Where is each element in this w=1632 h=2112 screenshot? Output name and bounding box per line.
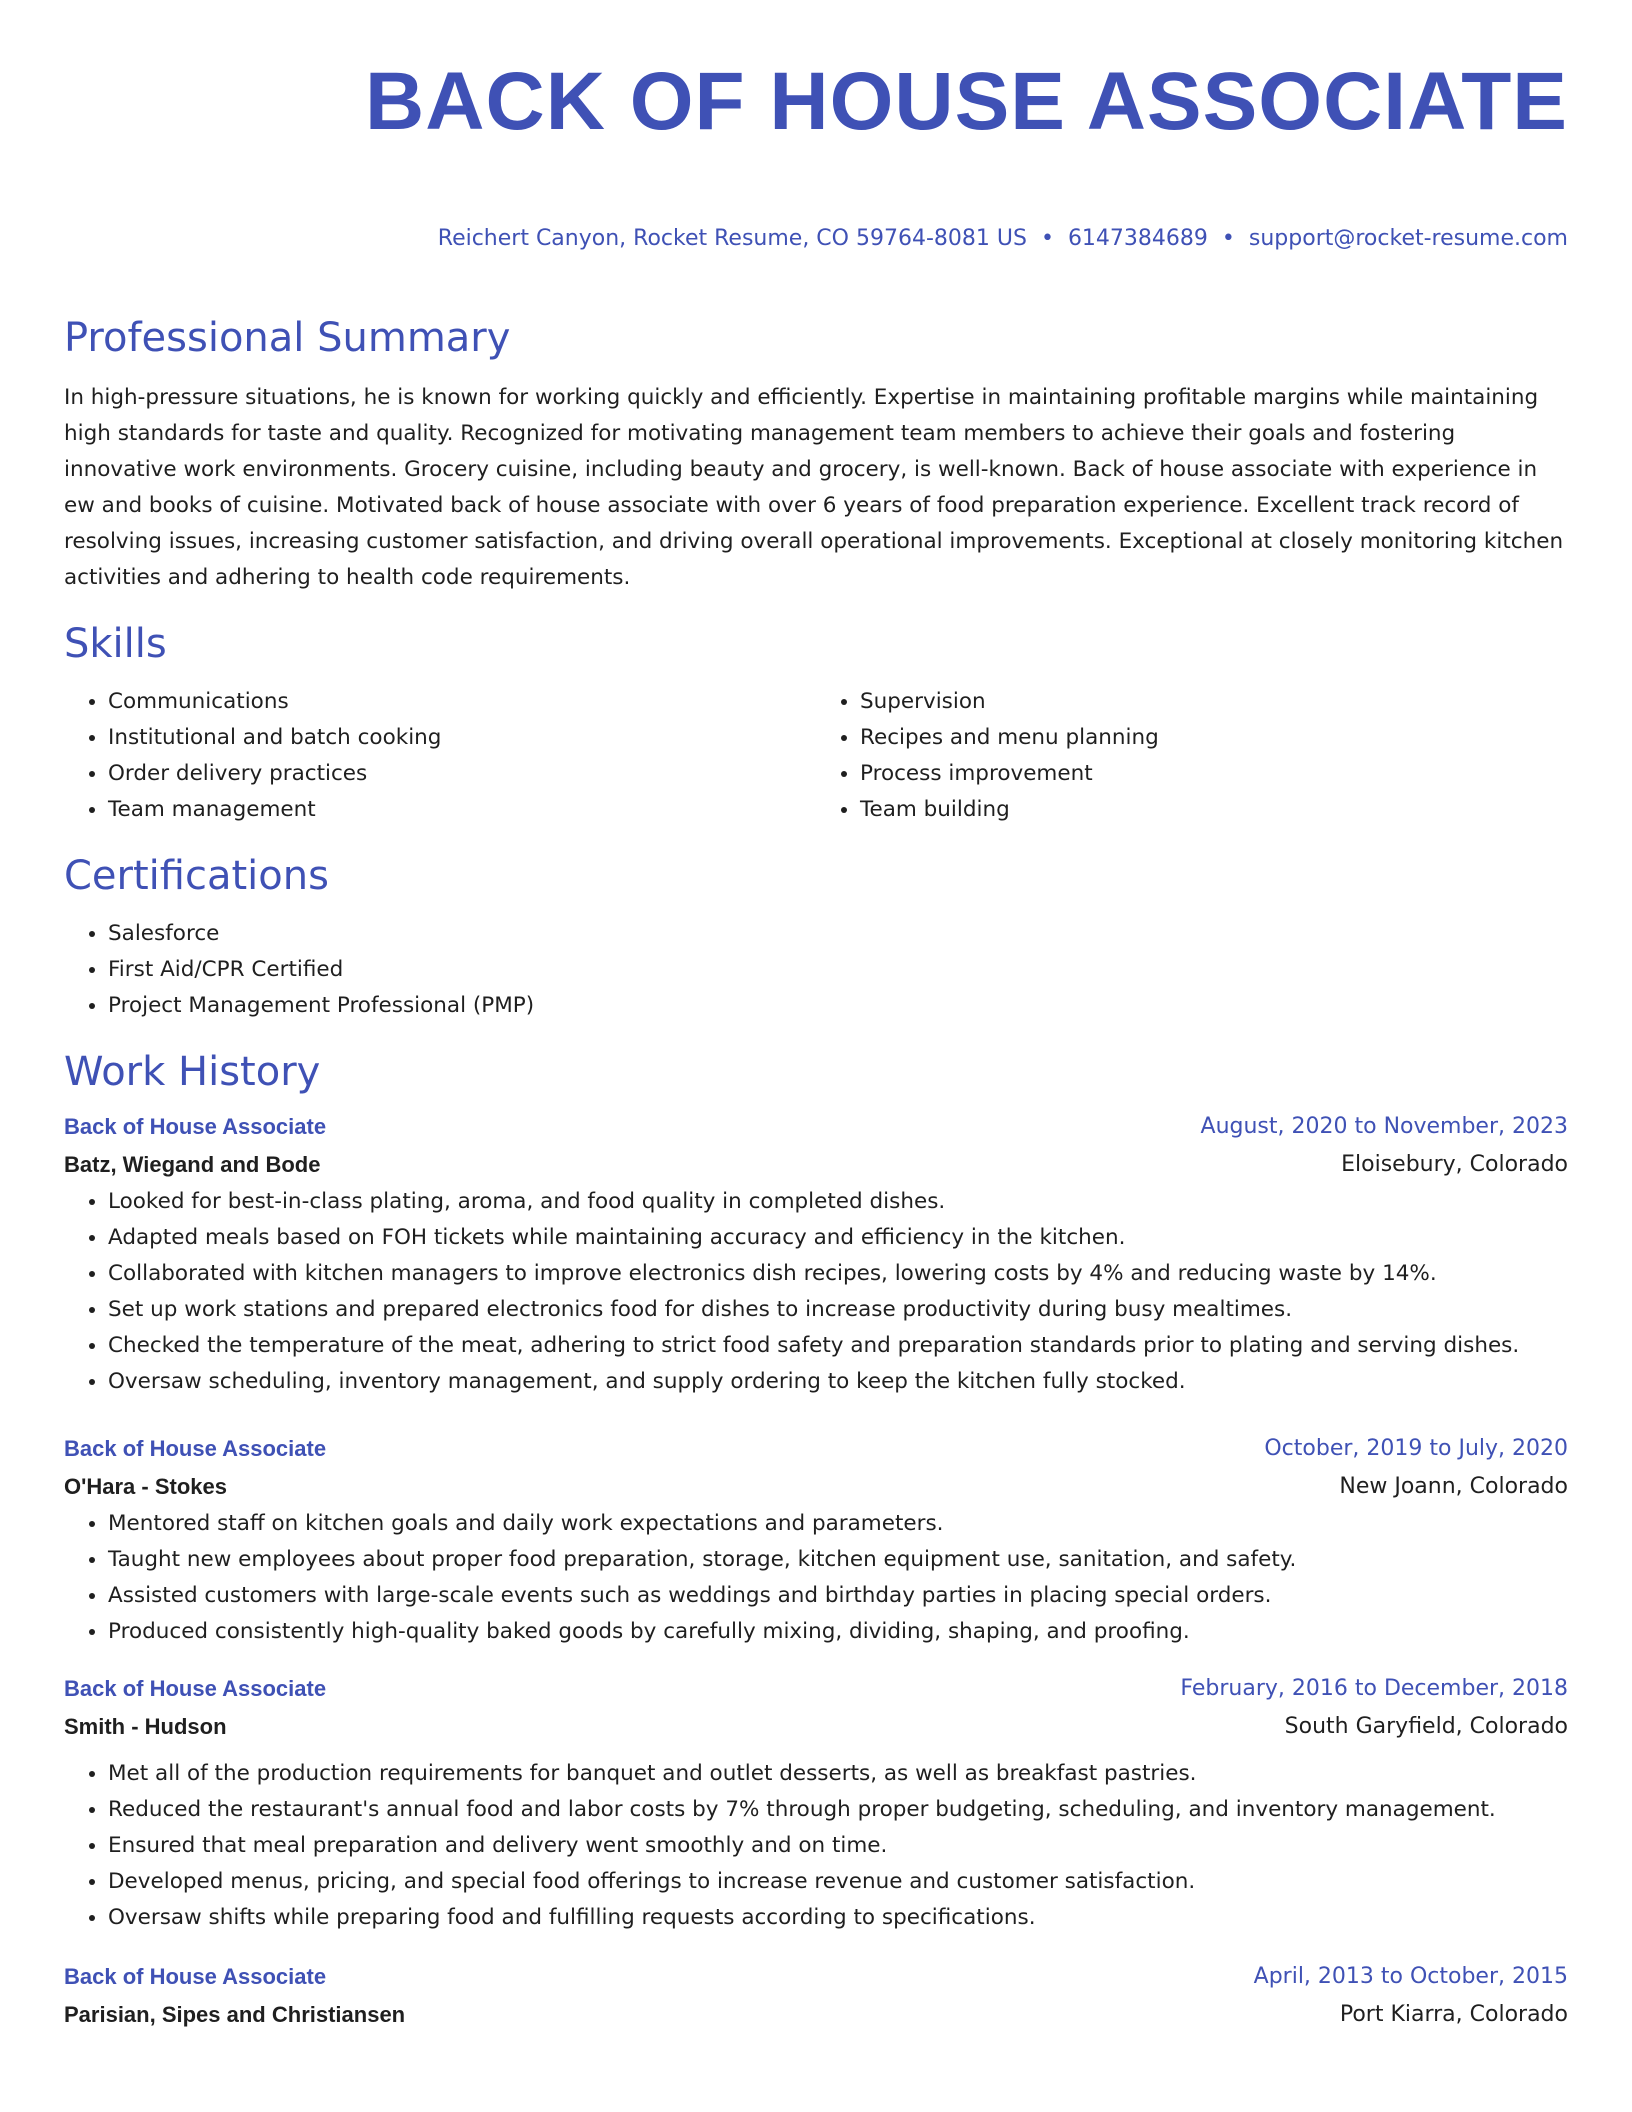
job-bullets xyxy=(64,1506,1568,1650)
contact-line xyxy=(64,224,1568,254)
job-bullets xyxy=(64,1184,1568,1400)
job-bullet: • Checked the temperature of the meat, adhering to strict food safety and preparation standards prior to plating and serving dishes. xyxy=(108,1328,1568,1364)
job-bullet: • Reduced the restaurant's annual food and labor costs by 7% through proper budgeting, scheduling, and inventory management. xyxy=(108,1792,1568,1828)
skill-item: • Supervision xyxy=(860,684,1568,720)
job-subheader xyxy=(64,1146,1568,1184)
contact-address: Reichert Canyon, Rocket Resume, CO 59764-8081 US xyxy=(437,226,1027,251)
job-entry xyxy=(64,1108,1568,1400)
skill-item: • Order delivery practices xyxy=(108,756,816,792)
job-subheader xyxy=(64,1708,1568,1746)
job-header xyxy=(64,1958,1568,1996)
candidate-name: BACK OF HOUSE ASSOCIATE xyxy=(365,56,1568,147)
job-dates: August, 2020 to November, 2023 xyxy=(1200,1114,1568,1139)
job-bullet: • Set up work stations and prepared electronics food for dishes to increase productivity during busy mealtimes. xyxy=(108,1292,1568,1328)
skills-columns xyxy=(64,684,1568,828)
skills-section xyxy=(64,618,1568,828)
work-history-title: Work History xyxy=(64,1049,321,1095)
skill-item: • Team building xyxy=(860,792,1568,828)
job-bullet: • Mentored staff on kitchen goals and daily work expectations and parameters. xyxy=(108,1506,1568,1542)
job-bullet: • Assisted customers with large-scale events such as weddings and birthday parties in placing special orders. xyxy=(108,1578,1568,1614)
resume-header xyxy=(64,52,1568,282)
certification-item: • Salesforce xyxy=(108,916,1568,952)
job-location: New Joann, Colorado xyxy=(1339,1474,1568,1499)
job-subheader xyxy=(64,1468,1568,1506)
job-bullet: • Taught new employees about proper food preparation, storage, kitchen equipment use, sanitation, and safety. xyxy=(108,1542,1568,1578)
job-subheader xyxy=(64,1996,1568,2034)
job-bullet: • Developed menus, pricing, and special food offerings to increase revenue and customer satisfaction. xyxy=(108,1864,1568,1900)
job-title: Back of House Associate xyxy=(64,1964,327,1989)
contact-separator: • xyxy=(1040,226,1054,251)
job-bullets xyxy=(64,1756,1568,1936)
job-entry xyxy=(64,1430,1568,1650)
skill-item: • Recipes and menu planning xyxy=(860,720,1568,756)
job-bullet: • Collaborated with kitchen managers to improve electronics dish recipes, lowering costs by 4% and reducing waste by 14%. xyxy=(108,1256,1568,1292)
job-header xyxy=(64,1670,1568,1708)
job-bullet: • Ensured that meal preparation and delivery went smoothly and on time. xyxy=(108,1828,1568,1864)
certifications-list xyxy=(64,916,1568,1024)
job-dates: October, 2019 to July, 2020 xyxy=(1264,1436,1568,1461)
contact-phone: 6147384689 xyxy=(1067,226,1208,251)
skills-list-right xyxy=(816,684,1568,828)
job-dates: April, 2013 to October, 2015 xyxy=(1253,1964,1568,1989)
summary-section xyxy=(64,312,1568,596)
skill-item: • Process improvement xyxy=(860,756,1568,792)
job-company: Parisian, Sipes and Christiansen xyxy=(64,2002,406,2027)
job-company: Smith - Hudson xyxy=(64,1714,227,1739)
job-location: South Garyfield, Colorado xyxy=(1284,1714,1568,1739)
job-location: Eloisebury, Colorado xyxy=(1341,1152,1568,1177)
job-bullet: • Oversaw shifts while preparing food and fulfilling requests according to specifications. xyxy=(108,1900,1568,1936)
job-header xyxy=(64,1108,1568,1146)
job-bullet: • Produced consistently high-quality baked goods by carefully mixing, dividing, shaping, and proofing. xyxy=(108,1614,1568,1650)
skill-item: • Communications xyxy=(108,684,816,720)
job-entry xyxy=(64,1670,1568,1936)
job-dates: February, 2016 to December, 2018 xyxy=(1180,1676,1568,1701)
job-title: Back of House Associate xyxy=(64,1436,327,1461)
job-company: O'Hara - Stokes xyxy=(64,1474,227,1499)
contact-separator: • xyxy=(1221,226,1235,251)
skill-item: • Team management xyxy=(108,792,816,828)
job-header xyxy=(64,1430,1568,1468)
skills-list-left xyxy=(64,684,816,828)
job-entry xyxy=(64,1958,1568,2034)
job-location: Port Kiarra, Colorado xyxy=(1339,2002,1568,2027)
certifications-title: Certifications xyxy=(64,853,329,899)
summary-text: In high-pressure situations, he is known for working quickly and efficiently. Expertise in maintaining profitable margins while maintaining high standards for taste and quality. Recognized for motivating management team members to achieve their goals and fostering innovative work environments. Grocery cuisine, including beauty and grocery, is well-known. Back of house associate with experience in ew and books of cuisine. Motivated back of house associate with over 6 years of food preparation experience. Excellent track record of resolving issues, increasing customer satisfaction, and driving overall operational improvements. Exceptional at closely monitoring kitchen activities and adhering to health code requirements. xyxy=(64,385,1564,590)
certification-item: • Project Management Professional (PMP) xyxy=(108,988,1568,1024)
job-company: Batz, Wiegand and Bode xyxy=(64,1152,321,1177)
job-title: Back of House Associate xyxy=(64,1676,327,1701)
contact-email: support@rocket-resume.com xyxy=(1248,226,1568,251)
summary-title: Professional Summary xyxy=(64,315,511,361)
job-title: Back of House Associate xyxy=(64,1114,327,1139)
job-bullet: • Oversaw scheduling, inventory management, and supply ordering to keep the kitchen fully stocked. xyxy=(108,1364,1568,1400)
job-bullet: • Adapted meals based on FOH tickets while maintaining accuracy and efficiency in the kitchen. xyxy=(108,1220,1568,1256)
certification-item: • First Aid/CPR Certified xyxy=(108,952,1568,988)
certifications-section xyxy=(64,850,1568,1024)
skills-title: Skills xyxy=(64,621,167,667)
skill-item: • Institutional and batch cooking xyxy=(108,720,816,756)
job-bullet: • Met all of the production requirements for banquet and outlet desserts, as well as breakfast pastries. xyxy=(108,1756,1568,1792)
work-history-section xyxy=(64,1046,1568,2034)
job-bullet: • Looked for best-in-class plating, aroma, and food quality in completed dishes. xyxy=(108,1184,1568,1220)
